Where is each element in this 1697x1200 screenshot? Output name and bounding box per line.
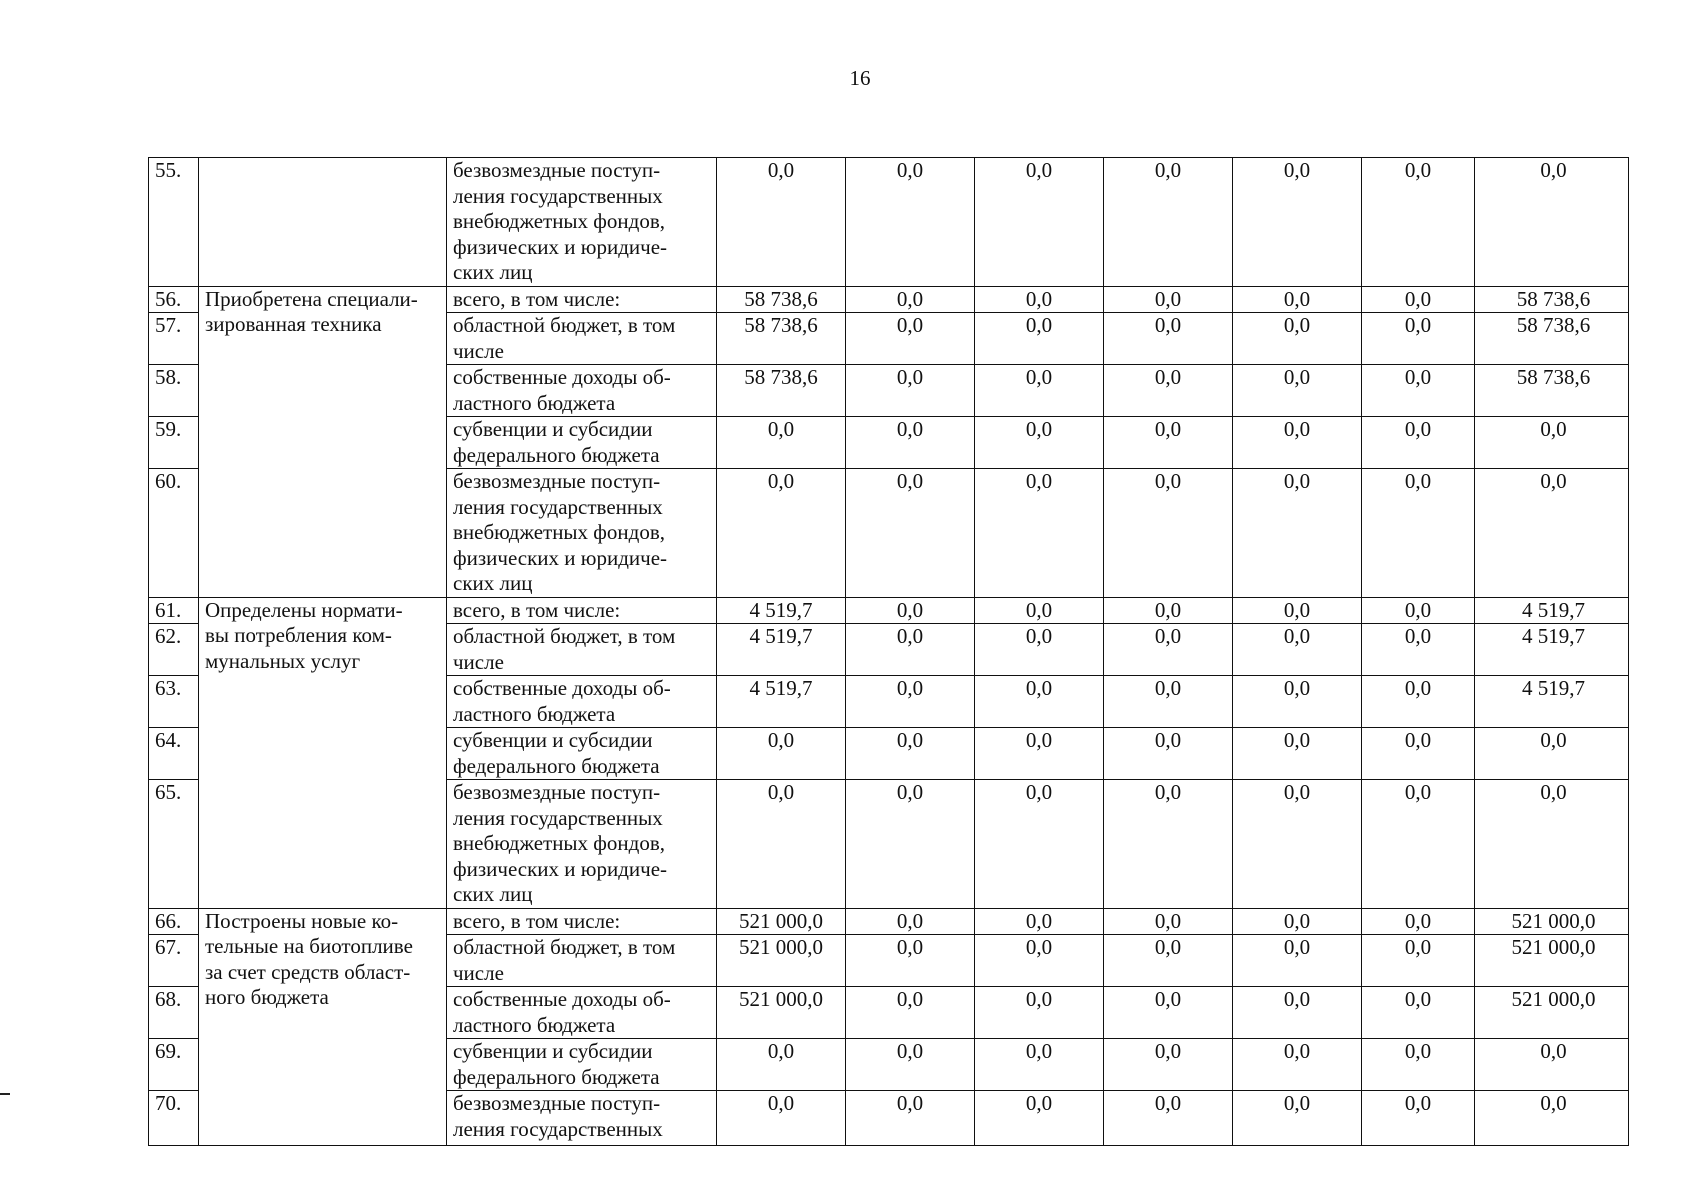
page-number: 16: [849, 66, 871, 90]
year-value: 0,0: [1104, 286, 1233, 313]
year-value: 0,0: [975, 780, 1104, 909]
year-value: 0,0: [1362, 158, 1475, 287]
year-value: 0,0: [1362, 935, 1475, 987]
event-description: Приобретена специали- зированная техника: [199, 286, 447, 597]
year-value: 0,0: [1233, 728, 1362, 780]
year-value: 0,0: [975, 597, 1104, 624]
year-value: 0,0: [1104, 417, 1233, 469]
row-number: 62.: [149, 624, 199, 676]
year-value: 0,0: [1362, 1091, 1475, 1146]
year-value: 0,0: [1104, 1091, 1233, 1146]
row-number: 64.: [149, 728, 199, 780]
year-value: 0,0: [1104, 987, 1233, 1039]
year-value: 0,0: [1362, 469, 1475, 598]
row-number: 69.: [149, 1039, 199, 1091]
year-value: 0,0: [1233, 313, 1362, 365]
funding-source: субвенции и субсидии федерального бюджета: [447, 1039, 717, 1091]
year-value: 0,0: [846, 908, 975, 935]
funding-source: всего, в том числе:: [447, 286, 717, 313]
year-value: 0,0: [1233, 1039, 1362, 1091]
event-description: Определены нормати- вы потребления ком- мунальных услуг: [199, 597, 447, 908]
row-number: 56.: [149, 286, 199, 313]
year-value: 0,0: [1362, 417, 1475, 469]
year-value: 0,0: [1104, 728, 1233, 780]
budget-table: [148, 157, 1629, 1146]
year-value: 0,0: [846, 1039, 975, 1091]
year-value: 0,0: [846, 728, 975, 780]
year-value: 521 000,0: [717, 935, 846, 987]
total-value: 521 000,0: [1475, 987, 1629, 1039]
total-value: 521 000,0: [1475, 935, 1629, 987]
total-value: 0,0: [1475, 780, 1629, 909]
year-value: 58 738,6: [717, 313, 846, 365]
year-value: 0,0: [1233, 469, 1362, 598]
year-value: 4 519,7: [717, 624, 846, 676]
year-value: 0,0: [975, 313, 1104, 365]
year-value: 0,0: [1233, 597, 1362, 624]
year-value: 0,0: [846, 935, 975, 987]
year-value: 0,0: [1104, 935, 1233, 987]
total-value: 58 738,6: [1475, 313, 1629, 365]
total-value: 0,0: [1475, 469, 1629, 598]
total-value: 4 519,7: [1475, 624, 1629, 676]
year-value: 0,0: [975, 624, 1104, 676]
row-number: 65.: [149, 780, 199, 909]
year-value: 0,0: [1362, 676, 1475, 728]
row-number: 63.: [149, 676, 199, 728]
total-value: 4 519,7: [1475, 597, 1629, 624]
year-value: 58 738,6: [717, 286, 846, 313]
table-row: [149, 908, 1629, 935]
funding-source: всего, в том числе:: [447, 908, 717, 935]
funding-source: безвозмездные поступ- ления государственных внебюджетных фондов, физических и юридиче- ских лиц: [447, 469, 717, 598]
year-value: 0,0: [1104, 780, 1233, 909]
table-body: [149, 158, 1629, 1146]
table-row: [149, 158, 1629, 287]
year-value: 0,0: [975, 158, 1104, 287]
year-value: 0,0: [717, 469, 846, 598]
row-number: 58.: [149, 365, 199, 417]
year-value: 0,0: [975, 365, 1104, 417]
year-value: 0,0: [846, 624, 975, 676]
year-value: 0,0: [1362, 780, 1475, 909]
funding-source: собственные доходы об- ластного бюджета: [447, 676, 717, 728]
year-value: 0,0: [975, 935, 1104, 987]
year-value: 0,0: [717, 417, 846, 469]
table-row: [149, 597, 1629, 624]
year-value: 0,0: [1362, 624, 1475, 676]
year-value: 0,0: [1233, 987, 1362, 1039]
year-value: 0,0: [1233, 676, 1362, 728]
year-value: 521 000,0: [717, 987, 846, 1039]
year-value: 0,0: [975, 1091, 1104, 1146]
year-value: 0,0: [846, 780, 975, 909]
year-value: 0,0: [1362, 597, 1475, 624]
row-number: 70.: [149, 1091, 199, 1146]
funding-source: безвозмездные поступ- ления государственных внебюджетных фондов, физических и юридиче- ских лиц: [447, 780, 717, 909]
year-value: 0,0: [846, 417, 975, 469]
funding-source: безвозмездные поступ- ления государственных: [447, 1091, 717, 1146]
margin-mark: [0, 1093, 10, 1095]
year-value: 0,0: [1233, 158, 1362, 287]
table-row: [149, 286, 1629, 313]
year-value: 0,0: [846, 1091, 975, 1146]
funding-source: всего, в том числе:: [447, 597, 717, 624]
total-value: 0,0: [1475, 417, 1629, 469]
total-value: 0,0: [1475, 158, 1629, 287]
year-value: 0,0: [975, 469, 1104, 598]
year-value: 0,0: [975, 908, 1104, 935]
year-value: 0,0: [1104, 1039, 1233, 1091]
funding-source: областной бюджет, в том числе: [447, 935, 717, 987]
funding-source: собственные доходы об- ластного бюджета: [447, 987, 717, 1039]
funding-source: безвозмездные поступ- ления государственных внебюджетных фондов, физических и юридиче- ских лиц: [447, 158, 717, 287]
year-value: 0,0: [1104, 597, 1233, 624]
event-description-empty: [199, 158, 447, 287]
year-value: 0,0: [846, 676, 975, 728]
year-value: 0,0: [1233, 1091, 1362, 1146]
total-value: 0,0: [1475, 1039, 1629, 1091]
year-value: 4 519,7: [717, 597, 846, 624]
row-number: 55.: [149, 158, 199, 287]
year-value: 0,0: [717, 728, 846, 780]
funding-source: субвенции и субсидии федерального бюджета: [447, 417, 717, 469]
year-value: 0,0: [1233, 365, 1362, 417]
funding-source: собственные доходы об- ластного бюджета: [447, 365, 717, 417]
year-value: 0,0: [846, 469, 975, 598]
funding-source: областной бюджет, в том числе: [447, 624, 717, 676]
year-value: 0,0: [717, 1039, 846, 1091]
year-value: 0,0: [1233, 780, 1362, 909]
year-value: 0,0: [717, 1091, 846, 1146]
total-value: 4 519,7: [1475, 676, 1629, 728]
year-value: 0,0: [1362, 1039, 1475, 1091]
year-value: 0,0: [975, 417, 1104, 469]
year-value: 0,0: [1104, 365, 1233, 417]
row-number: 59.: [149, 417, 199, 469]
year-value: 0,0: [1104, 624, 1233, 676]
total-value: 521 000,0: [1475, 908, 1629, 935]
year-value: 521 000,0: [717, 908, 846, 935]
year-value: 0,0: [1104, 908, 1233, 935]
year-value: 0,0: [846, 365, 975, 417]
total-value: 58 738,6: [1475, 286, 1629, 313]
year-value: 0,0: [1233, 286, 1362, 313]
year-value: 0,0: [1362, 908, 1475, 935]
year-value: 0,0: [1233, 935, 1362, 987]
year-value: 0,0: [717, 780, 846, 909]
row-number: 66.: [149, 908, 199, 935]
row-number: 60.: [149, 469, 199, 598]
year-value: 0,0: [846, 987, 975, 1039]
year-value: 0,0: [975, 286, 1104, 313]
year-value: 0,0: [975, 987, 1104, 1039]
year-value: 0,0: [975, 728, 1104, 780]
year-value: 0,0: [1104, 313, 1233, 365]
funding-source: субвенции и субсидии федерального бюджета: [447, 728, 717, 780]
row-number: 61.: [149, 597, 199, 624]
year-value: 0,0: [1362, 286, 1475, 313]
year-value: 0,0: [1362, 313, 1475, 365]
row-number: 67.: [149, 935, 199, 987]
year-value: 4 519,7: [717, 676, 846, 728]
total-value: 0,0: [1475, 728, 1629, 780]
year-value: 0,0: [1104, 676, 1233, 728]
year-value: 0,0: [1104, 158, 1233, 287]
year-value: 0,0: [846, 286, 975, 313]
total-value: 58 738,6: [1475, 365, 1629, 417]
funding-source: областной бюджет, в том числе: [447, 313, 717, 365]
year-value: 0,0: [1233, 624, 1362, 676]
year-value: 0,0: [1362, 728, 1475, 780]
year-value: 0,0: [975, 1039, 1104, 1091]
row-number: 57.: [149, 313, 199, 365]
event-description: Построены новые ко- тельные на биотопливе за счет средств област- ного бюджета: [199, 908, 447, 1146]
year-value: 0,0: [1233, 417, 1362, 469]
year-value: 0,0: [846, 158, 975, 287]
row-number: 68.: [149, 987, 199, 1039]
year-value: 0,0: [1362, 987, 1475, 1039]
year-value: 0,0: [846, 313, 975, 365]
year-value: 58 738,6: [717, 365, 846, 417]
year-value: 0,0: [1362, 365, 1475, 417]
year-value: 0,0: [1104, 469, 1233, 598]
year-value: 0,0: [975, 676, 1104, 728]
year-value: 0,0: [846, 597, 975, 624]
year-value: 0,0: [1233, 908, 1362, 935]
total-value: 0,0: [1475, 1091, 1629, 1146]
year-value: 0,0: [717, 158, 846, 287]
